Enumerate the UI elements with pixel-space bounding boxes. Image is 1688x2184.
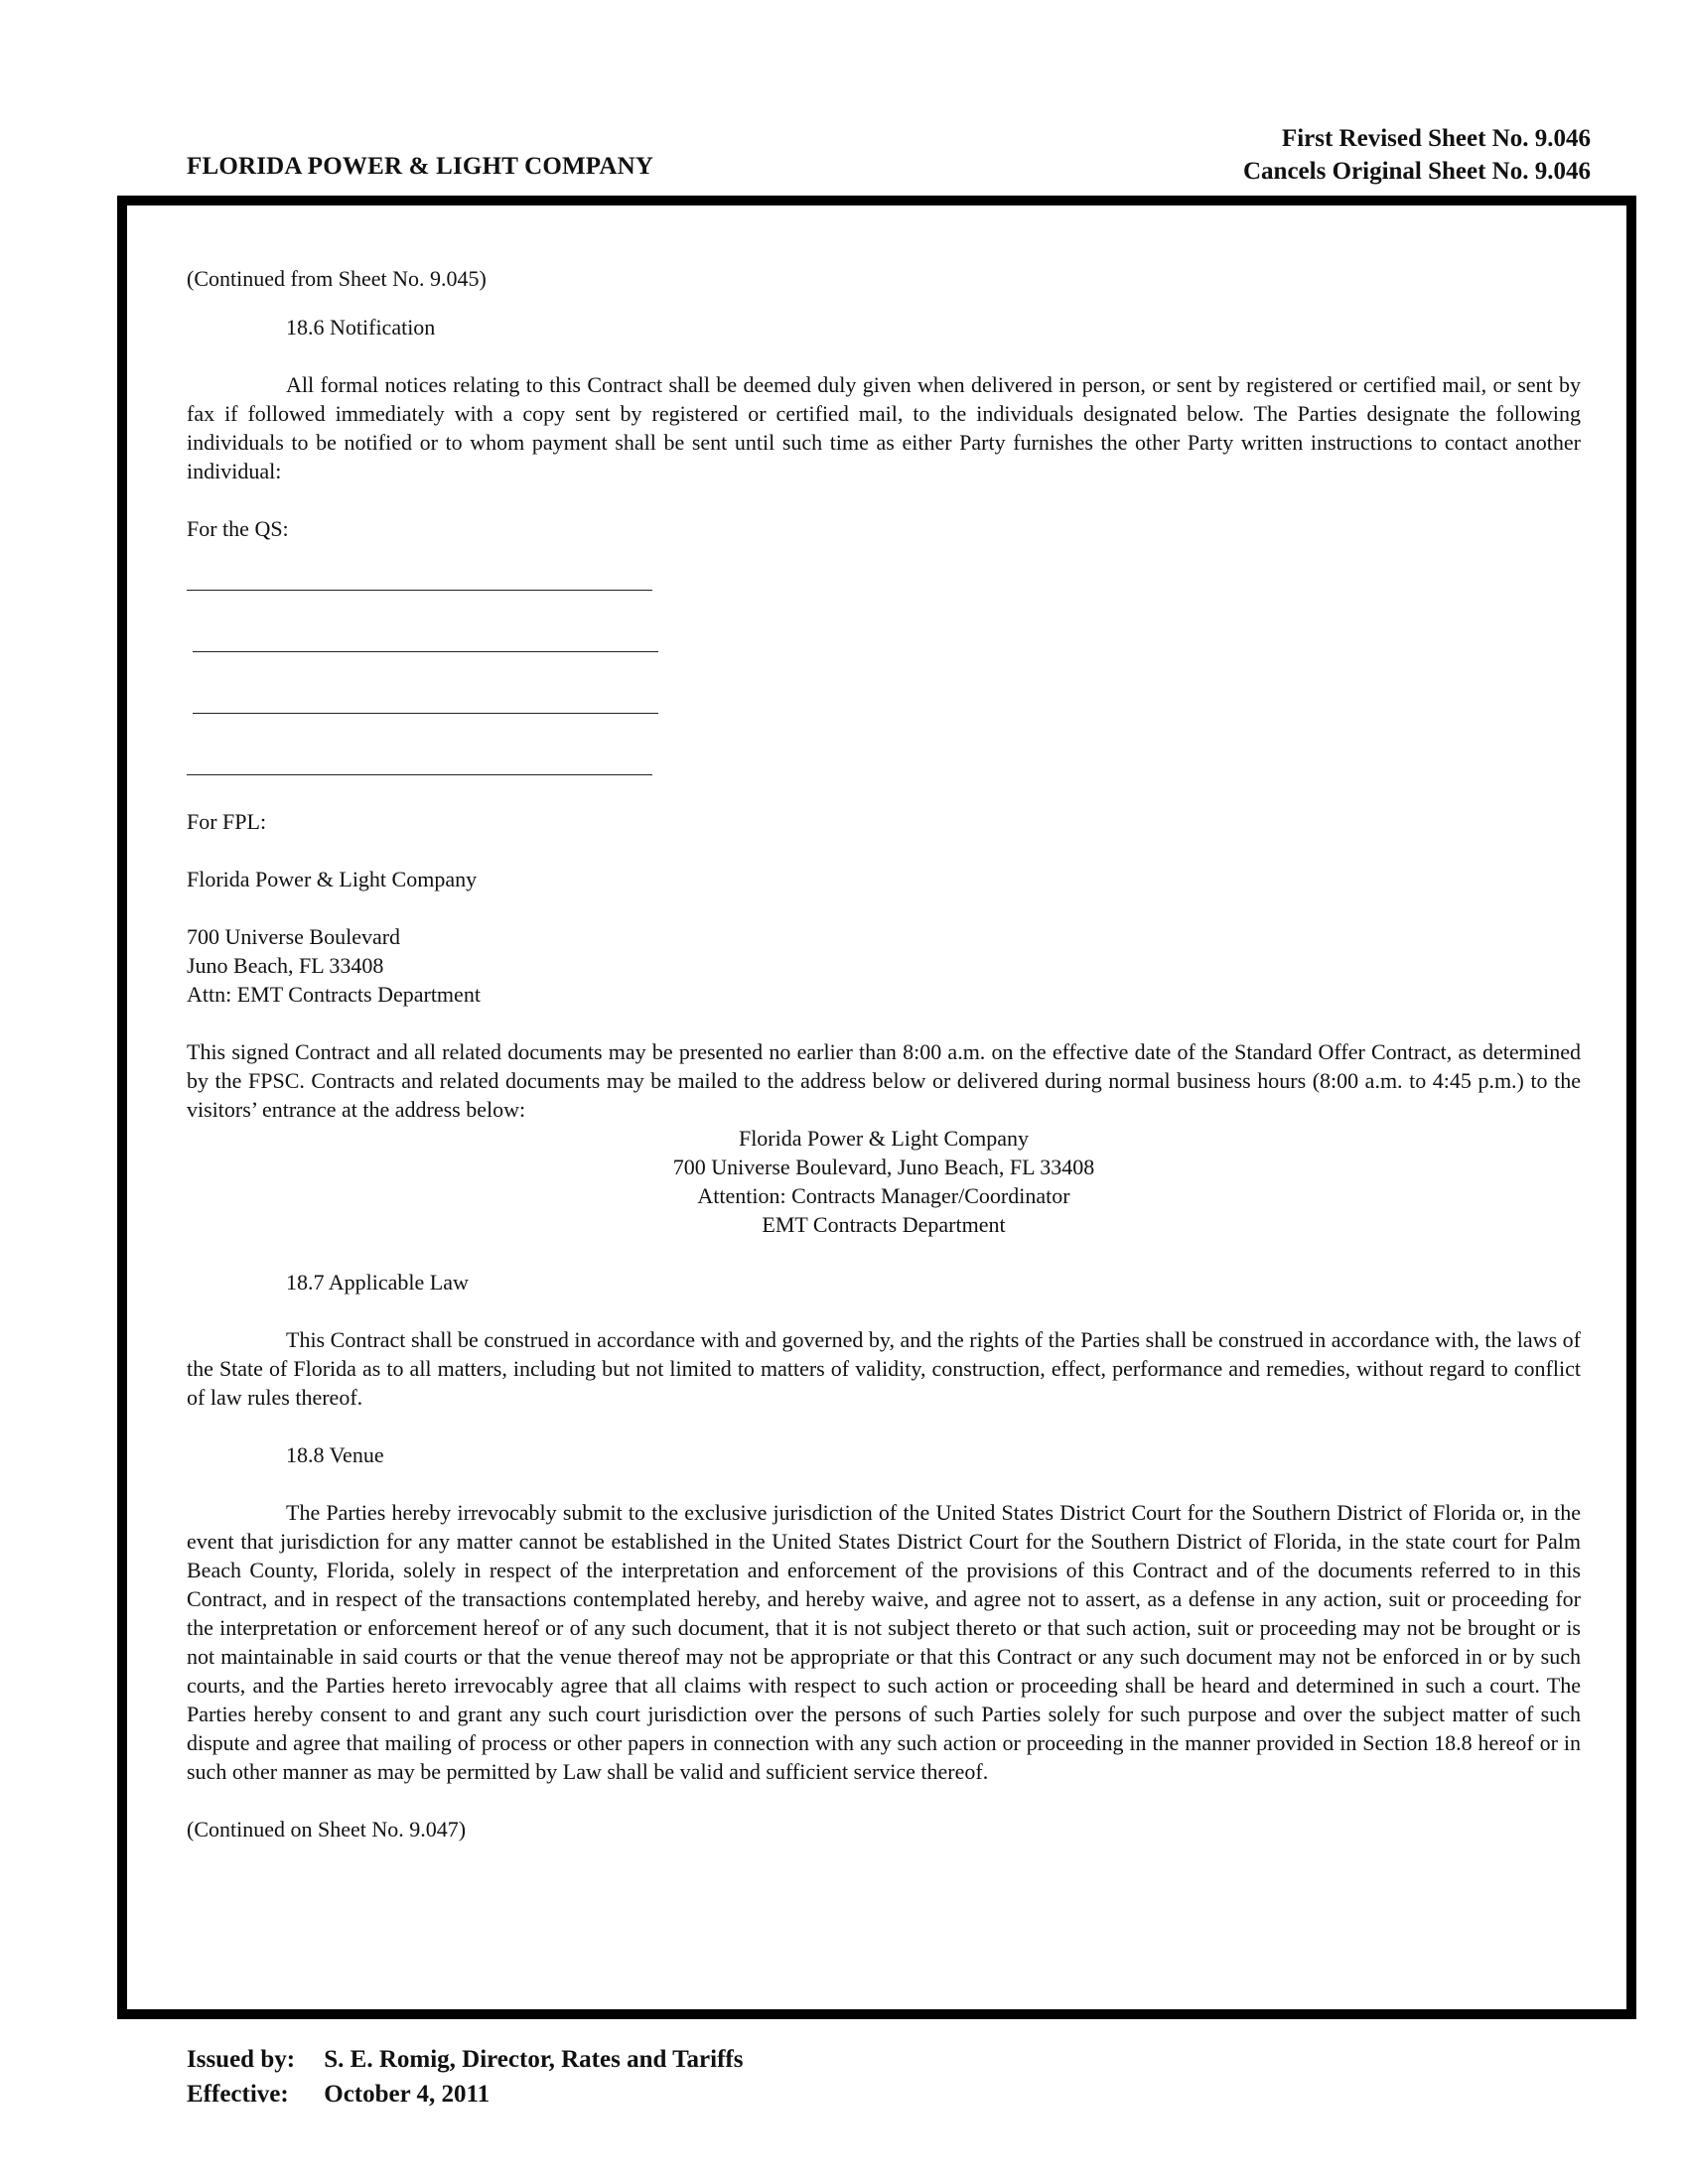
for-fpl-label: For FPL:: [187, 809, 267, 834]
delivery-address-line: EMT Contracts Department: [762, 1212, 1006, 1237]
issuance-footer: [187, 2042, 743, 2112]
section-18-6-heading: 18.6 Notification: [286, 315, 436, 340]
effective-row: [187, 2077, 743, 2112]
issued-by-row: [187, 2042, 743, 2077]
sheet-revised: First Revised Sheet No. 9.046: [1281, 125, 1591, 152]
effective-label: Effective:: [187, 2081, 289, 2108]
continued-from: (Continued from Sheet No. 9.045): [187, 266, 487, 291]
effective-value: October 4, 2011: [324, 2081, 491, 2108]
company-name: FLORIDA POWER & LIGHT COMPANY: [187, 153, 654, 180]
document-body: [187, 264, 1581, 1843]
presentation-text: This signed Contract and all related documents may be presented no earlier than 8:00 a.m. on the effective date of the Standard Offer Contract, as determined by the FPSC. Contracts and related documents may be mailed to the address below or delivered during normal business hours (8:00 a.m. to 4:45 p.m.) to the visitors’ entrance at the address below:: [187, 1039, 1581, 1122]
delivery-address: [187, 1124, 1581, 1239]
sheet-cancels: Cancels Original Sheet No. 9.046: [1243, 158, 1591, 185]
fpl-address-line: Juno Beach, FL 33408: [187, 953, 384, 978]
section-18-8-text: The Parties hereby irrevocably submit to the exclusive jurisdiction of the United States District Court for the Southern District of Florida or, in the event that jurisdiction for any matter cannot be established in the United States District Court for the Southern District of Florida, in the state court for Palm Beach County, Florida, solely in respect of the interpretation and enforcement of the provisions of this Contract and of the documents referred to in this Contract, and in respect of the transactions contemplated hereby, and hereby waive, and agree not to assert, as a defense in any action, suit or proceeding for the interpretation or enforcement hereof or of any such document, that it is not subject thereto or that such action, suit or proceeding may not be brought or is not maintainable in said courts or that the venue thereof may not be appropriate or that this Contract or any such document may not be enforced in or by such courts, and the Parties hereto irrevocably agree that all claims with respect to such action or proceeding shall be heard and determined in such a court. The Parties hereby consent to and grant any such court jurisdiction over the persons of such Parties solely for such purpose and over the subject matter of such dispute and agree that mailing of process or other papers in connection with any such action or proceeding in the manner provided in Section 18.8 hereof or in such other manner as may be permitted by Law shall be valid and sufficient service thereof.: [187, 1500, 1581, 1784]
fpl-address-line: 700 Universe Boulevard: [187, 924, 401, 949]
section-18-7-heading: 18.7 Applicable Law: [286, 1270, 469, 1295]
delivery-address-line: Florida Power & Light Company: [738, 1126, 1030, 1151]
section-18-6-text: All formal notices relating to this Contract shall be deemed duly given when delivered in person, or sent by registered or certified mail, or sent by fax if followed immediately with a copy sent by registered or certified mail, to the individuals designated below. The Parties designate the following individuals to be notified or to whom payment shall be sent until such time as either Party furnishes the other Party written instructions to contact another individual:: [187, 372, 1581, 483]
sheet-number-block: [1243, 122, 1591, 188]
continued-on: (Continued on Sheet No. 9.047): [187, 1817, 467, 1842]
for-qs-label: For the QS:: [187, 516, 289, 541]
section-18-8-heading: 18.8 Venue: [286, 1442, 384, 1467]
issued-by-value: S. E. Romig, Director, Rates and Tariffs: [324, 2046, 744, 2073]
delivery-address-line: Attention: Contracts Manager/Coordinator: [697, 1183, 1070, 1208]
fpl-company-name: Florida Power & Light Company: [187, 867, 478, 891]
delivery-address-line: 700 Universe Boulevard, Juno Beach, FL 33408: [672, 1155, 1095, 1179]
fpl-address-line: Attn: EMT Contracts Department: [187, 982, 481, 1007]
fpl-address: [187, 922, 1581, 1009]
section-18-7-text: This Contract shall be construed in accordance with and governed by, and the rights of the Parties shall be construed in accordance with, the laws of the State of Florida as to all matters, including but not limited to matters of validity, construction, effect, performance and remedies, without regard to conflict of law rules thereof.: [187, 1327, 1581, 1410]
issued-by-label: Issued by:: [187, 2046, 296, 2073]
